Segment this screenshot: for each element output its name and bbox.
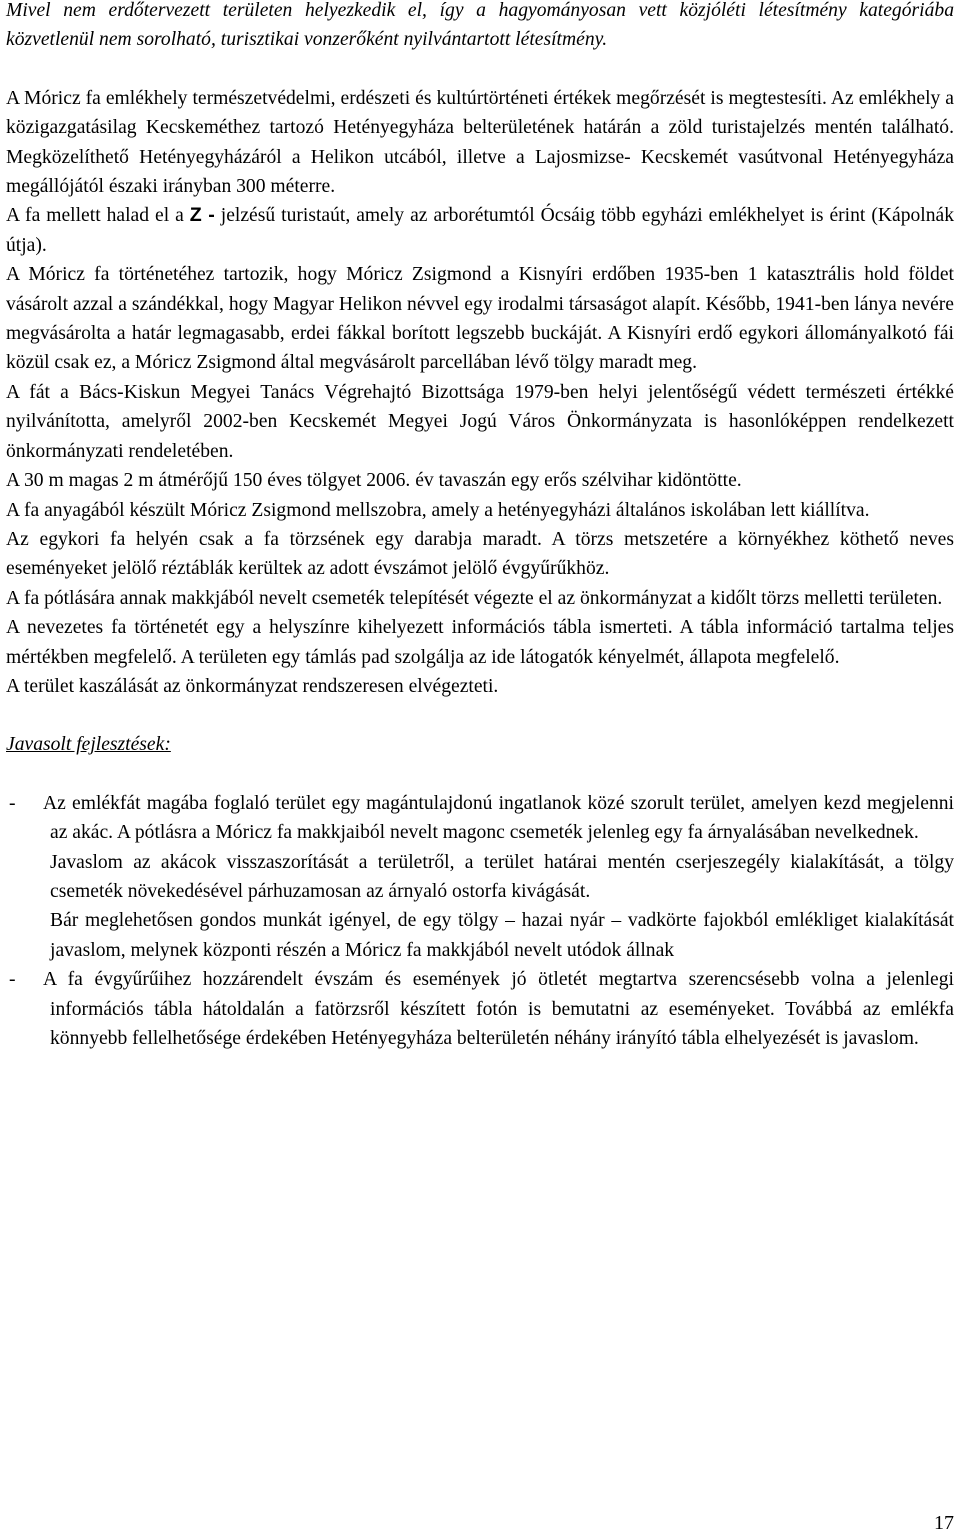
heading-spacer: [6, 760, 954, 789]
list-item-paragraph: Javaslom az akácok visszaszorítását a területről, a terület határai mentén cserjeszegély kialakítását, a tölgy csemeték növekedésével párhuzamosan az árnyaló ostorfa kivágását.: [50, 851, 954, 902]
list-item: [6, 789, 954, 965]
list-item-paragraph: Bár meglehetősen gondos munkát igényel, de egy tölgy – hazai nyár – vadkörte fajokból emlékliget kialakítását javaslom, melynek központi részén a Móricz fa makkjából nevelt utódok állnak: [50, 910, 954, 961]
paragraph-trail: [6, 201, 954, 260]
page-number: 17: [934, 1512, 954, 1534]
list-item: [6, 965, 954, 1053]
section-heading: Javasolt fejlesztések:: [6, 734, 171, 756]
paragraph-mowing: A terület kaszálását az önkormányzat rendszeresen elvégezteti.: [6, 675, 499, 697]
paragraph-protection: A fát a Bács-Kiskun Megyei Tanács Végrehajtó Bizottsága 1979-ben helyi jelentőségű védett természeti értékké nyilvánította, amelyről 2002-ben Kecskemét Megyei Jogú Város Önkormányzata is hasonlóképpen rendelkezett önkormányzati rendeletében.: [6, 381, 954, 462]
list-item-paragraph: Az emlékfát magába foglaló terület egy magántulajdonú ingatlanok közé szorult terület, amelyen kezd megjelenni az akác. A pótlásra a Móricz fa makkjaiból nevelt magonc csemeték jelenleg egy fa árnyalásában nevelkednek.: [43, 792, 954, 844]
paragraph-replacement: A fa pótlására annak makkjából nevelt csemeték telepítését végezte el az önkormányzat a kidőlt törzs melletti területen.: [6, 587, 943, 609]
trail-marker: Z -: [189, 204, 215, 227]
paragraph-spacer: [6, 55, 954, 84]
trail-text-after: jelzésű turistaút, amely az arborétumtól Ócsáig több egyházi emlékhelyet is érint (Kápolnák útja).: [6, 205, 955, 256]
paragraph-storm: A 30 m magas 2 m átmérőjű 150 éves tölgyet 2006. év tavaszán egy erős szélvihar kidöntötte.: [6, 470, 742, 492]
intro-paragraph: Mivel nem erdőtervezett területen helyezkedik el, így a hagyományosan vett közjóléti létesítmény kategóriába közvetlenül nem sorolható, turisztikai vonzerőként nyilvántartott létesítmény.: [6, 0, 954, 51]
development-list: [6, 789, 954, 1054]
section-spacer: [6, 701, 954, 730]
document-page: [6, 0, 954, 1053]
trail-text-before: A fa mellett halad el a: [6, 205, 190, 227]
paragraph-location: A Móricz fa emlékhely természetvédelmi, erdészeti és kultúrtörténeti értékek megőrzését is megtestesíti. Az emlékhely a közigazgatásilag Kecskeméthez tartozó Hetényegyháza belterületének határán a zöld turistajelzés mentén található. Megközelíthető Hetényegyházáról a Helikon utcából, illetve a Lajosmizse- Kecskemét vasútvonal Hetényegyháza megállójától északi irányban 300 méterre.: [6, 87, 954, 198]
list-dash: -: [9, 969, 16, 991]
paragraph-history: A Móricz fa történetéhez tartozik, hogy Móricz Zsigmond a Kisnyíri erdőben 1935-ben 1 katasztrális hold földet vásárolt azzal a szándékkal, hogy Magyar Helikon névvel egy irodalmi társaságot alapít. Később, 1941-ben lánya nevére megvásárolta a határ legmagasabb, erdei fákkal borított legszebb buckáját. A Kisnyíri erdő egykori állományalkotó fái közül csak ez, a Móricz Zsigmond által megvásárolt parcellában lévő tölgy maradt meg.: [6, 264, 954, 374]
paragraph-bust: A fa anyagából készült Móricz Zsigmond mellszobra, amely a hetényegyházi általános iskolában lett kiállítva.: [6, 499, 870, 521]
paragraph-trunk: Az egykori fa helyén csak a fa törzsének egy darabja maradt. A törzs metszetére a környékhez köthető neves eseményeket jelölő réztáblák kerültek az adott évszámot jelölő évgyűrűkhöz.: [6, 528, 954, 580]
list-dash: -: [9, 792, 16, 814]
list-item-paragraph: A fa évgyűrűihez hozzárendelt évszám és események jó ötletét megtartva szerencsésebb volna a jelenlegi információs tábla hátoldalán a fatörzsről készített fotón is bemutatni az eseményeket. Továbbá az emlékfa könnyebb fellelhetősége érdekében Hetényegyháza belterületén néhány irányító tábla elhelyezését is javaslom.: [43, 969, 954, 1049]
paragraph-info-board: A nevezetes fa történetét egy a helyszínre kihelyezett információs tábla ismerteti. A tábla információ tartalma teljes mértékben megfelelő. A területen egy támlás pad szolgálja az ide látogatók kényelmét, állapota megfelelő.: [6, 617, 954, 668]
